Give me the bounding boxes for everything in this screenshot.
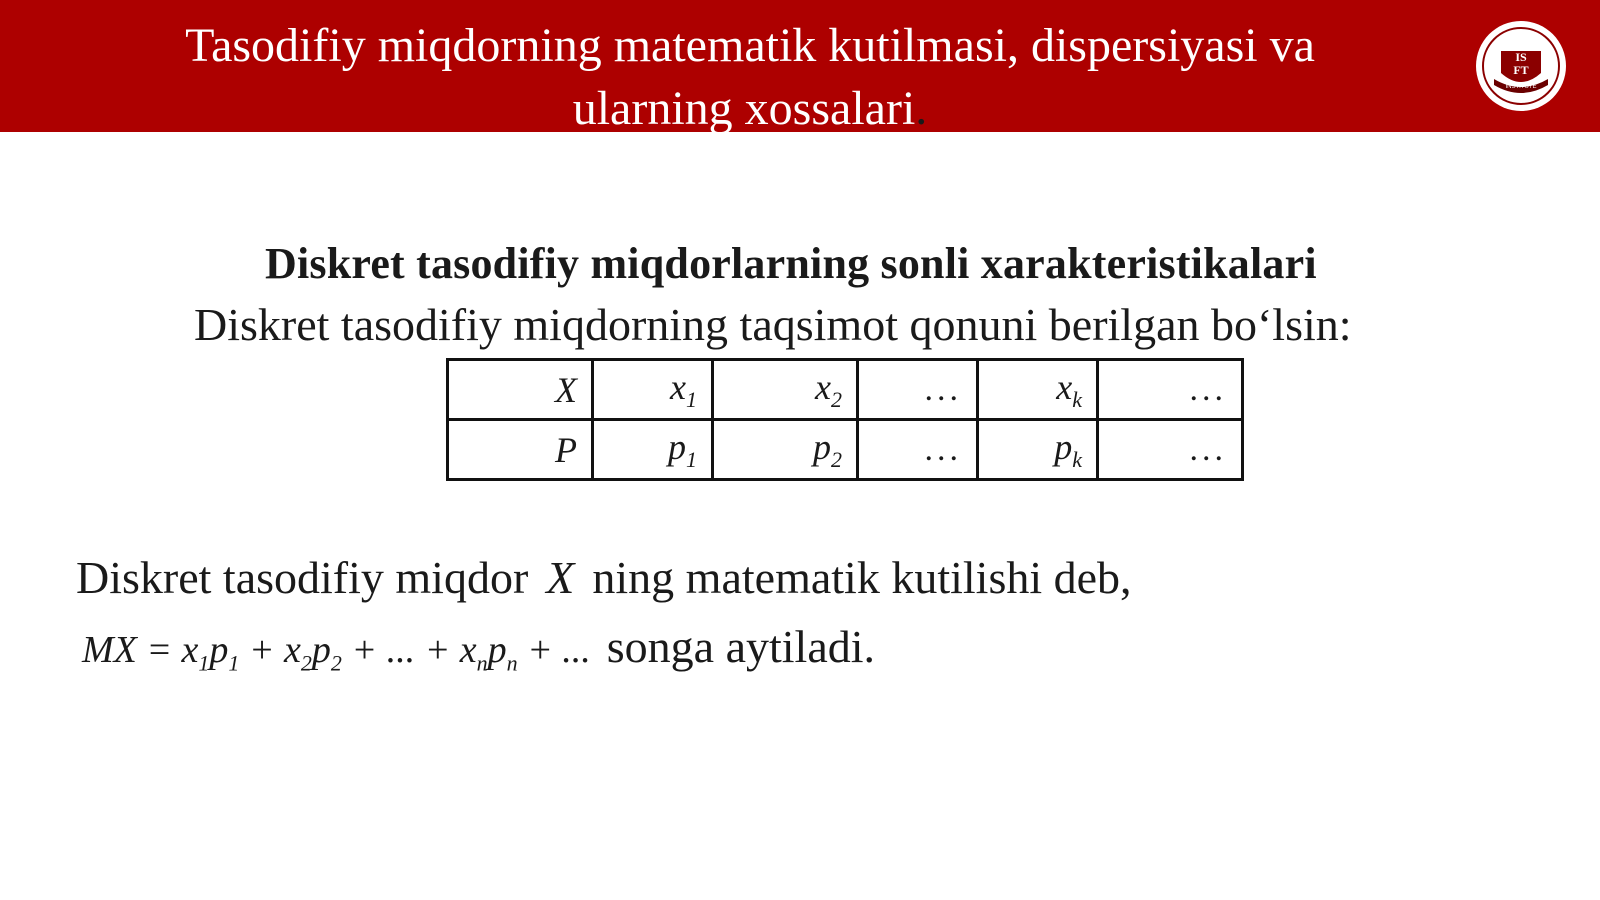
table-cell: $x_1$ [593, 360, 713, 420]
definition-end: ning matematik kutilishi deb, [592, 552, 1132, 603]
section-heading: Diskret tasodifiy miqdorlarning sonli xarakteristikalari [265, 239, 1317, 288]
table-cell: $x_2$ [713, 360, 858, 420]
institute-logo [1476, 21, 1566, 111]
slide-title-dot: . [915, 82, 928, 135]
table-cell: ... [858, 420, 978, 480]
definition-text [76, 551, 1132, 604]
distribution-table [446, 358, 1244, 481]
table-cell: $x_k$ [978, 360, 1098, 420]
table-row-x [448, 360, 1243, 420]
slide-title-line1: Tasodifiy miqdorning matematik kutilmasi, dispersiyasi va [185, 19, 1315, 72]
logo-text-top: IS [1515, 50, 1527, 64]
formula-tail: songa aytiladi. [606, 621, 876, 672]
definition-variable: X [546, 552, 575, 603]
expectation-formula: MX = $x_1p_1 + x_2p_2$ + ... + $x_np_n$ + ... [82, 629, 591, 676]
row-label-x: X [448, 360, 593, 420]
table-row-p [448, 420, 1243, 480]
title-bar [0, 0, 1600, 135]
table-cell: ... [858, 360, 978, 420]
table-cell: $p_2$ [713, 420, 858, 480]
intro-text: Diskret tasodifiy miqdorning taqsimot qonuni berilgan bo‘lsin: [194, 299, 1352, 350]
crest-icon [1476, 21, 1566, 111]
expectation-formula-line [82, 620, 875, 677]
definition-start: Diskret tasodifiy miqdor [76, 552, 529, 603]
slide-title-line2: ularning xossalari [572, 82, 916, 135]
row-label-p: P [448, 420, 593, 480]
slide-title [70, 14, 1430, 140]
table-cell: ... [1098, 360, 1243, 420]
table-cell: $p_1$ [593, 420, 713, 480]
table-cell: ... [1098, 420, 1243, 480]
logo-text-mid: FT [1513, 63, 1529, 77]
logo-text-bottom: INSTITUTE [1505, 84, 1537, 90]
table-cell: $p_k$ [978, 420, 1098, 480]
